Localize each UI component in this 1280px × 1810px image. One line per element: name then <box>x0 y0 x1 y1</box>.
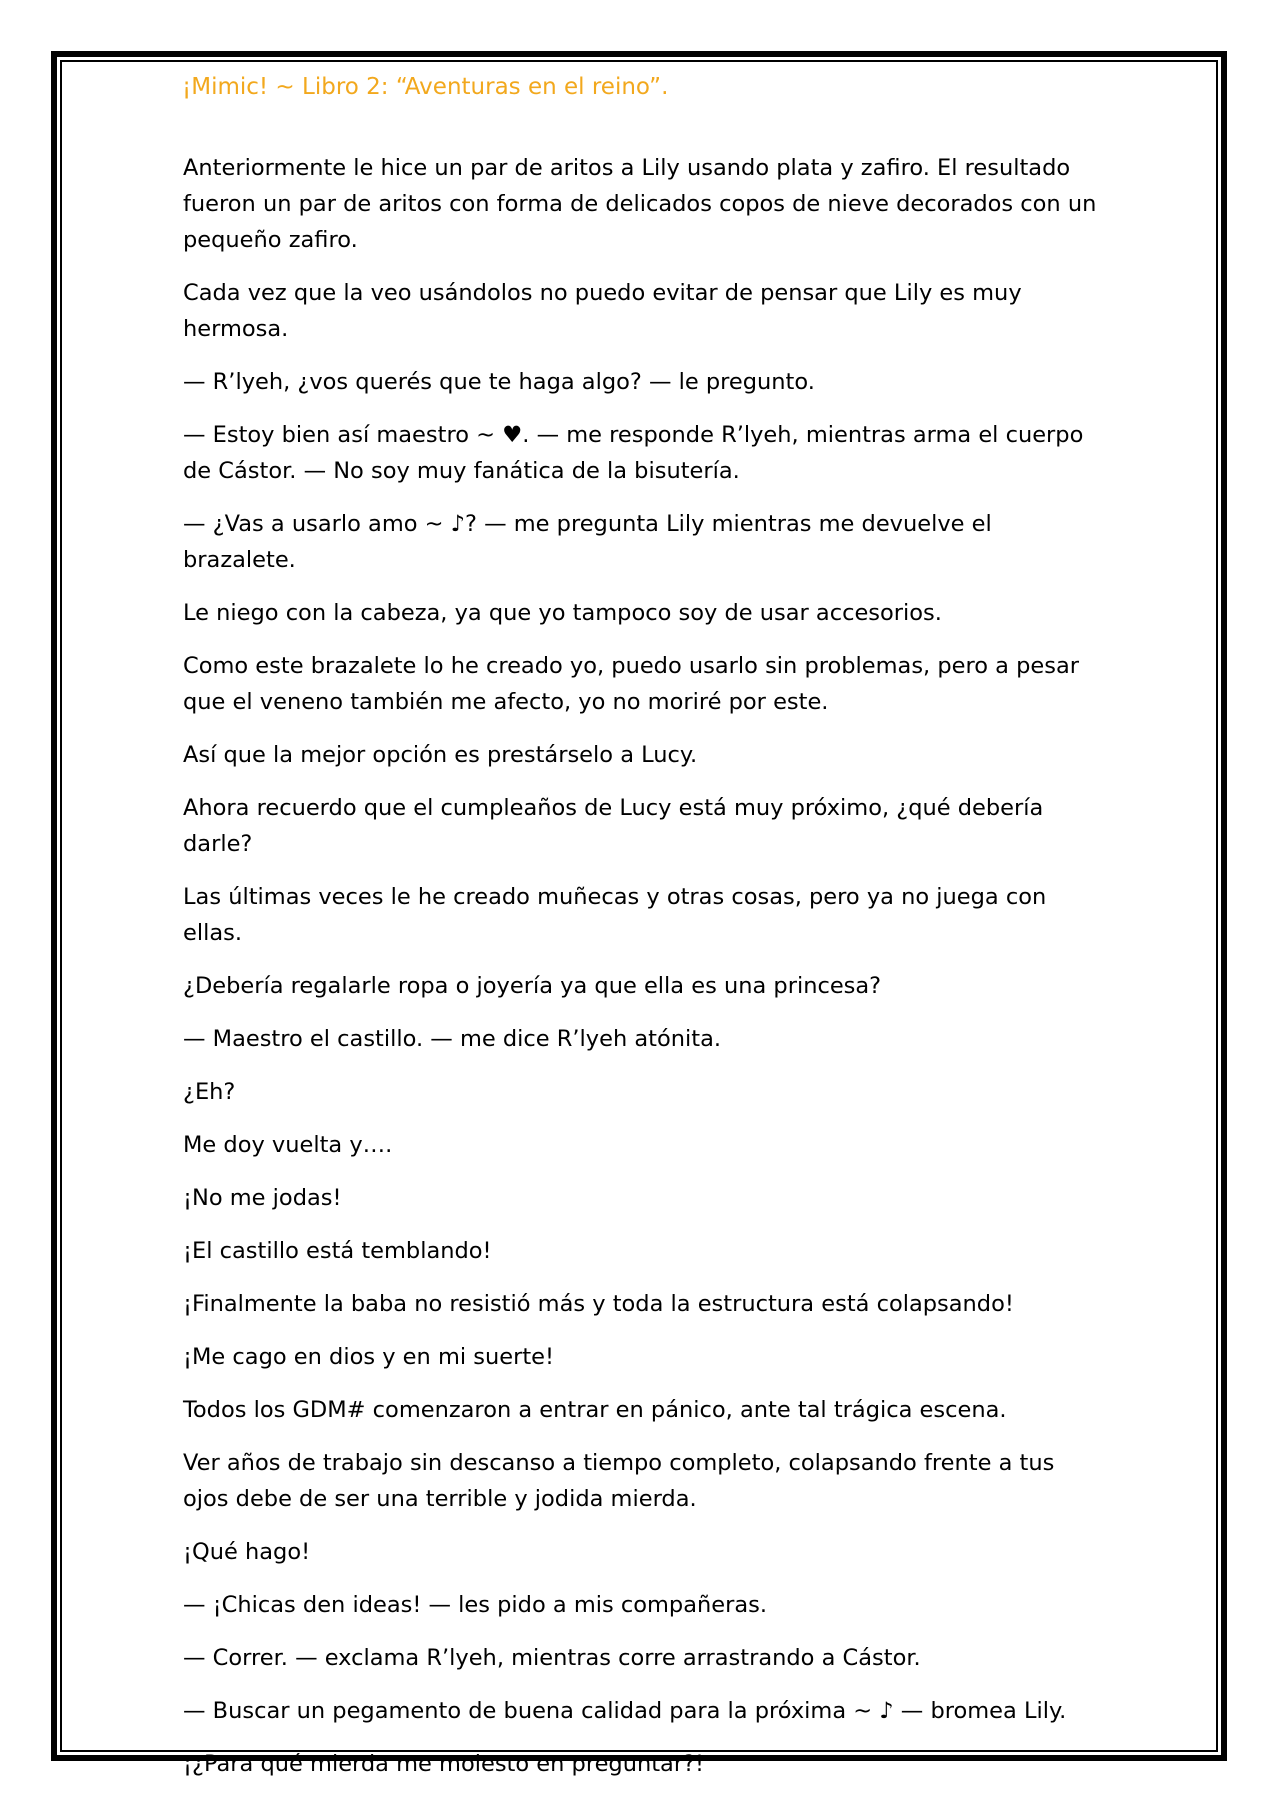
paragraph: Así que la mejor opción es prestárselo a Lucy. <box>183 742 698 768</box>
paragraph: — Maestro el castillo. — me dice R’lyeh atónita. <box>183 1026 722 1052</box>
paragraph: — Buscar un pegamento de buena calidad para la próxima ~ ♪ — bromea Lily. <box>183 1698 1067 1724</box>
paragraph: ¿Debería regalarle ropa o joyería ya que ella es una princesa? <box>183 973 882 999</box>
paragraph: — ¿Vas a usarlo amo ~ ♪? — me pregunta Lily mientras me devuelve el brazalete. <box>183 511 992 573</box>
paragraph: Anteriormente le hice un par de aritos a Lily usando plata y zafiro. El resultado fueron un par de aritos con forma de delicados copos de nieve decorados con un pequeño zafiro. <box>183 155 1097 253</box>
paragraph: — Correr. — exclama R’lyeh, mientras corre arrastrando a Cástor. <box>183 1645 921 1671</box>
body-text <box>183 150 1103 1799</box>
paragraph: ¡Finalmente la baba no resistió más y toda la estructura está colapsando! <box>183 1291 1014 1317</box>
paragraph: ¡Me cago en dios y en mi suerte! <box>183 1344 555 1370</box>
paragraph: Me doy vuelta y…. <box>183 1132 393 1158</box>
paragraph: Como este brazalete lo he creado yo, puedo usarlo sin problemas, pero a pesar que el veneno también me afecto, yo no moriré por este. <box>183 653 1079 715</box>
paragraph: ¡¿Para qué mierda me molesto en preguntar?! <box>183 1751 705 1777</box>
paragraph: ¡No me jodas! <box>183 1185 342 1211</box>
paragraph: ¿Eh? <box>183 1079 236 1105</box>
page-header-title: ¡Mimic! ~ Libro 2: “Aventuras en el reino”. <box>182 74 669 100</box>
paragraph: — ¡Chicas den ideas! — les pido a mis compañeras. <box>183 1592 768 1618</box>
paragraph: Ver años de trabajo sin descanso a tiempo completo, colapsando frente a tus ojos debe de ser una terrible y jodida mierda. <box>183 1450 1055 1512</box>
paragraph: Las últimas veces le he creado muñecas y otras cosas, pero ya no juega con ellas. <box>183 884 1047 946</box>
paragraph: ¡Qué hago! <box>183 1539 311 1565</box>
paragraph: ¡El castillo está temblando! <box>183 1238 492 1264</box>
paragraph: — R’lyeh, ¿vos querés que te haga algo? — le pregunto. <box>183 369 815 395</box>
paragraph: Cada vez que la veo usándolos no puedo evitar de pensar que Lily es muy hermosa. <box>183 280 1022 342</box>
paragraph: — Estoy bien así maestro ~ ♥. — me responde R’lyeh, mientras arma el cuerpo de Cástor. — No soy muy fanática de la bisutería. <box>183 422 1084 484</box>
paragraph: Le niego con la cabeza, ya que yo tampoco soy de usar accesorios. <box>183 600 942 626</box>
paragraph: Todos los GDM# comenzaron a entrar en pánico, ante tal trágica escena. <box>183 1397 1007 1423</box>
paragraph: Ahora recuerdo que el cumpleaños de Lucy está muy próximo, ¿qué debería darle? <box>183 795 1044 857</box>
